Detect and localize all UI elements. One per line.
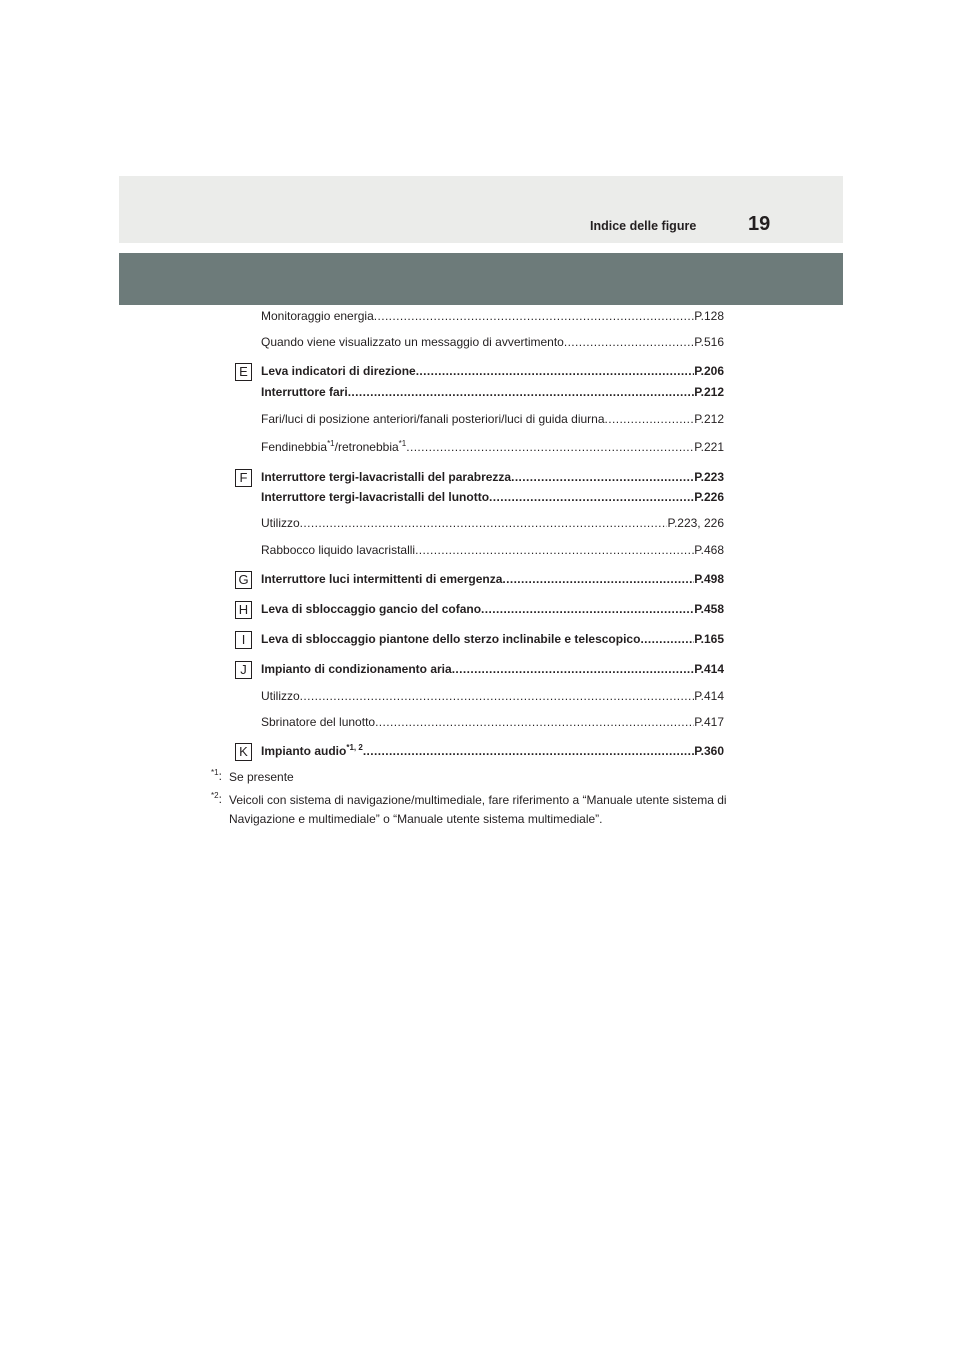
- dot-leader: [511, 470, 694, 484]
- entry-page: P.414: [694, 689, 724, 703]
- toc-entry[interactable]: [261, 689, 724, 708]
- toc-entry[interactable]: [261, 543, 724, 562]
- dot-leader: [640, 632, 694, 646]
- entry-label: Utilizzo: [261, 516, 300, 530]
- toc-entry[interactable]: [238, 602, 724, 621]
- toc-entry[interactable]: [240, 662, 724, 681]
- footnote-marker: $^{*2}$:: [211, 791, 222, 806]
- dot-leader: [605, 412, 695, 426]
- toc-entry[interactable]: [241, 632, 724, 651]
- toc-entry[interactable]: [261, 309, 724, 328]
- dot-leader: [300, 689, 695, 703]
- entry-page: P.223, 226: [667, 516, 724, 530]
- dot-leader: [415, 543, 694, 557]
- dot-leader: [489, 490, 694, 504]
- toc-entry[interactable]: [261, 490, 724, 509]
- dot-leader: [416, 364, 694, 378]
- entry-page: P.223: [694, 470, 724, 484]
- entry-page: P.212: [694, 412, 724, 426]
- callout-badge-g: G: [235, 571, 252, 589]
- entry-label: Interruttore fari: [261, 385, 348, 399]
- dot-leader: [502, 572, 694, 586]
- dot-leader: [452, 662, 695, 676]
- entry-page: P.221: [694, 440, 724, 454]
- dot-leader: [375, 715, 694, 729]
- entry-label: Utilizzo: [261, 689, 300, 703]
- entry-page: P.468: [694, 543, 724, 557]
- dot-leader: [406, 440, 694, 454]
- dot-leader: [300, 516, 668, 530]
- dot-leader: [564, 335, 694, 349]
- callout-badge-j: J: [235, 661, 252, 679]
- entry-page: P.360: [694, 744, 724, 758]
- dot-leader: [481, 602, 694, 616]
- callout-badge-h: H: [235, 601, 252, 619]
- entry-label: Interruttore tergi-lavacristalli del parabrezza: [261, 470, 512, 484]
- entry-page: P.414: [694, 662, 724, 676]
- entry-label: Impianto di condizionamento aria: [261, 662, 452, 676]
- footnote-text: Se presente: [229, 770, 294, 784]
- dot-leader: [348, 385, 695, 399]
- entry-label: Sbrinatore del lunotto: [261, 715, 376, 729]
- entry-label: Leva di sbloccaggio piantone dello sterzo inclinabile e telescopico: [261, 632, 641, 646]
- entry-page: P.226: [694, 490, 724, 504]
- entry-label: Leva indicatori di direzione: [261, 364, 416, 378]
- toc-entry[interactable]: [261, 440, 724, 459]
- entry-label: Rabbocco liquido lavacristalli: [261, 543, 416, 557]
- toc-entry[interactable]: [239, 364, 724, 383]
- toc-entry[interactable]: [239, 743, 724, 763]
- entry-label: Monitoraggio energia: [261, 309, 374, 323]
- entry-page: P.516: [694, 335, 724, 349]
- entry-page: P.128: [694, 309, 724, 323]
- entry-label: Fendinebbia$^{*1}$/retronebbia$^{*1}$: [261, 439, 407, 454]
- callout-badge-e: E: [235, 363, 252, 381]
- entry-page: P.165: [694, 632, 724, 646]
- entry-page: P.212: [694, 385, 724, 399]
- toc-entry[interactable]: [261, 412, 724, 431]
- entry-label: Quando viene visualizzato un messaggio di avvertimento: [261, 335, 564, 349]
- entry-page: P.498: [694, 572, 724, 586]
- entry-page: P.458: [694, 602, 724, 616]
- toc-entry[interactable]: [261, 516, 724, 535]
- header-band: [119, 253, 843, 305]
- callout-badge-k: K: [235, 743, 252, 761]
- toc-entry[interactable]: [261, 715, 724, 734]
- section-title: Indice delle figure: [590, 219, 697, 233]
- callout-badge-f: F: [235, 469, 252, 487]
- dot-leader: [363, 744, 694, 758]
- footnote-text: Veicoli con sistema di navigazione/multimediale, fare riferimento a “Manuale utente sistema di Navigazione e multimediale” o “Manuale utente sistema multimediale”.: [229, 793, 727, 826]
- entry-label: Interruttore tergi-lavacristalli del lunotto: [261, 490, 490, 504]
- page-number: 19: [748, 213, 771, 235]
- toc-entry[interactable]: [261, 335, 724, 354]
- entry-page: P.417: [694, 715, 724, 729]
- entry-label: Fari/luci di posizione anteriori/fanali posteriori/luci di guida diurna: [261, 412, 605, 426]
- footnote-marker: $^{*1}$:: [211, 768, 222, 783]
- toc-entry[interactable]: [238, 572, 724, 591]
- entry-label: Leva di sbloccaggio gancio del cofano: [261, 602, 482, 616]
- toc-entry[interactable]: [239, 470, 724, 489]
- toc-entry[interactable]: [261, 385, 724, 404]
- entry-label: Impianto audio$^{*1, 2}$: [261, 743, 363, 758]
- entry-page: P.206: [694, 364, 724, 378]
- entry-label: Interruttore luci intermittenti di emergenza: [261, 572, 503, 586]
- dot-leader: [374, 309, 694, 323]
- header-top-bar: [119, 176, 843, 243]
- callout-badge-i: I: [235, 631, 252, 649]
